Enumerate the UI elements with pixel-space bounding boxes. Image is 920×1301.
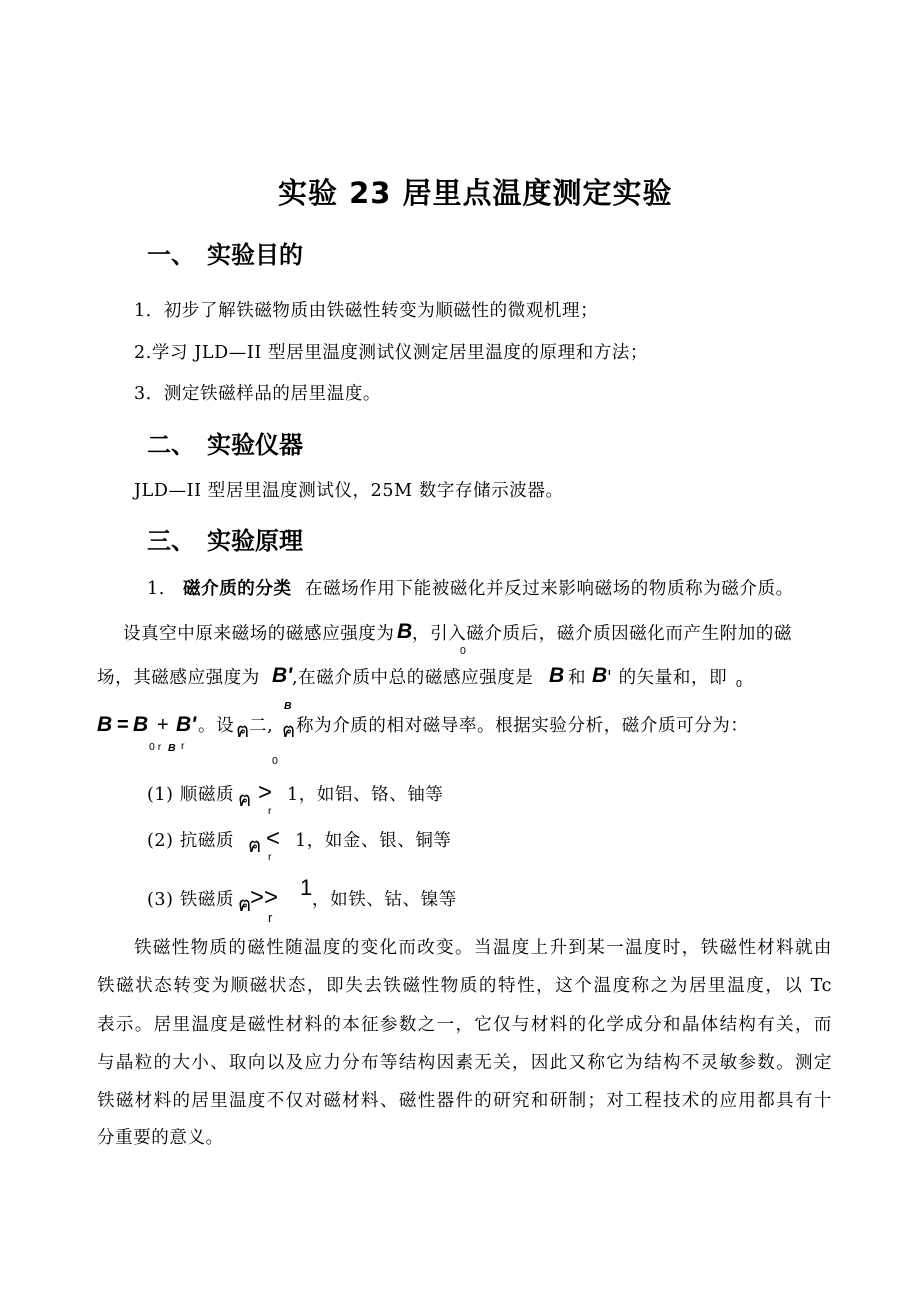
class-label: (3) 铁磁质 [147,890,235,910]
section-title-apparatus: 实验仪器 [207,431,303,459]
subscript-r: r [268,805,272,817]
symbol-B-prime-2: B [592,664,608,687]
para-line: 铁磁性物质的磁性随温度的变化而改变。当温度上升到某一温度时，铁磁性材料就由 [134,938,832,958]
para-line: 与晶粒的大小、取向以及应力分布等结构因素无关，因此又称它为结构不灵敏参数。测定 [97,1053,832,1073]
para-text: 二, [249,716,274,736]
eq-B0: B [133,713,149,736]
para-text: 设真空中原来磁场的磁感应强度为 [123,624,395,644]
section-number-3: 三、 [147,527,195,555]
eq-plus: + [157,714,169,736]
less-than: < [266,825,281,852]
section-title-purpose: 实验目的 [207,241,303,269]
apparatus-text: JLD—II 型居里温度测试仪，25M 数字存储示波器。 [134,481,564,501]
para-text: 场，其磁感应强度为 [97,668,260,688]
para-text: ，引入磁介质后，磁介质因磁化而产生附加的磁 [412,624,793,644]
subsection-text: 在磁场作用下能被磁化并反过来影响磁场的物质称为磁介质。 [305,579,794,599]
subscript: 0 [460,645,466,657]
fraction-numerator: B [284,700,292,712]
para-text: ' 的矢量和，即 [607,668,728,688]
subscript: 0 [736,678,742,690]
mu-symbol: ฅ [238,787,252,811]
para-text: 和 [568,668,587,688]
para-line: 铁磁状态转变为顺磁状态，即失去铁磁性物质的特性，这个温度称之为居里温度，以 Tc [97,976,832,996]
greater-than: > [258,779,273,806]
eq-B: B [97,713,113,736]
subscript-0r: 0 r [149,741,162,753]
class-value: 1，如铝、铬、铀等 [287,785,444,805]
para-text: 称为介质的相对磁导率。根据实验分析，磁介质可分为： [296,716,749,736]
eq-B-prime: B' [176,713,197,736]
para-line: 分重要的意义。 [97,1128,224,1148]
eq-equals: = [117,714,129,736]
para-text: ,在磁介质中总的磁感应强度是 [292,668,534,688]
mu-symbol: ฅ [282,718,296,742]
subscript-r: r [181,740,185,752]
value-one: 1 [300,875,313,900]
section-number-1: 一、 [147,241,195,269]
symbol-B-prime: B' [272,664,293,687]
subscript-r: r [268,851,272,863]
mu-symbol: ฅ [238,892,252,916]
much-greater-than: >> [250,884,279,911]
class-value: 1，如金、银、铜等 [295,831,452,851]
mu-symbol: ฅ [248,833,262,857]
subsection-number: 1. [147,579,165,599]
purpose-item: 2.学习 JLD—II 型居里温度测试仪测定居里温度的原理和方法； [134,343,649,363]
symbol-B0: B [397,620,413,643]
purpose-item: 1．初步了解铁磁物质由铁磁性转变为顺磁性的微观机理； [134,301,599,321]
subscript-B: B [168,742,176,754]
purpose-item: 3．测定铁磁样品的居里温度。 [134,384,382,404]
para-line: 铁磁材料的居里温度不仅对磁材料、磁性器件的研究和研制；对工程技术的应用都具有十 [97,1091,832,1111]
mu-symbol: ฅ [236,718,250,742]
symbol-B: B [549,664,565,687]
section-number-2: 二、 [147,431,195,459]
subsection-title: 磁介质的分类 [183,579,292,599]
subscript-r: r [268,910,273,925]
fraction-denominator: 0 [272,755,278,767]
class-label: (2) 抗磁质 [147,831,235,851]
para-text: 。设 [198,716,235,736]
page-title: 实验 23 居里点温度测定实验 [278,176,673,210]
class-value: ，如铁、钴、镍等 [312,890,457,910]
class-label: (1) 顺磁质 [147,785,235,805]
para-line: 表示。居里温度是磁性材料的本征参数之一，它仅与材料的化学成分和晶体结构有关，而 [97,1015,832,1035]
section-title-principle: 实验原理 [207,527,303,555]
